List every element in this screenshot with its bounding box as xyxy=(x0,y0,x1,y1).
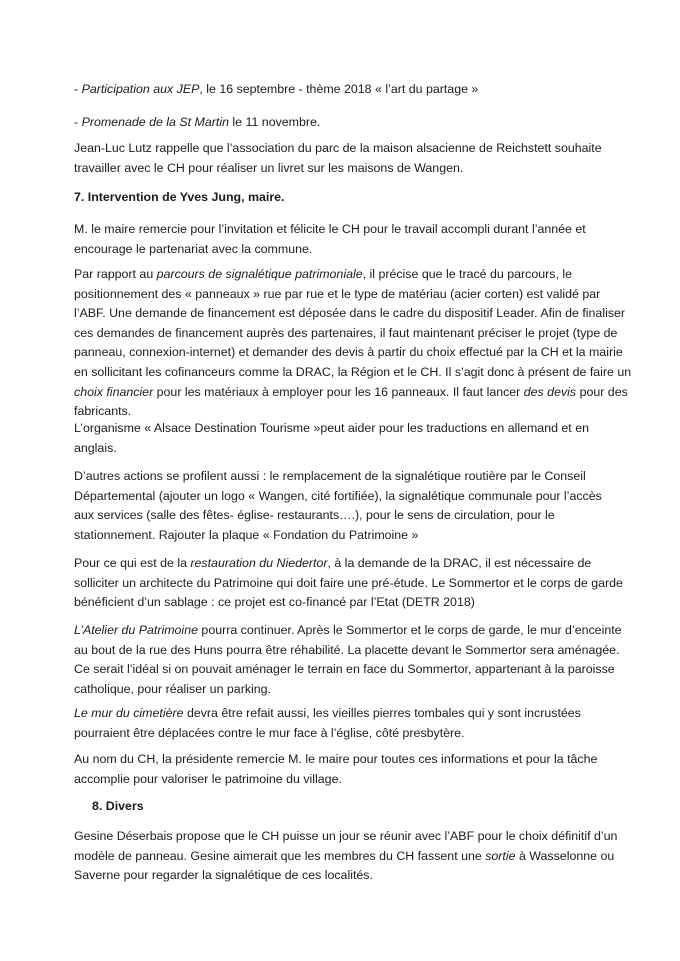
text-emphasis: sortie xyxy=(485,848,516,863)
text-line: ces demandes de financement auprès des partenaires, il faut maintenant préciser le projet (type de xyxy=(74,325,618,340)
text-span: pour les matériaux à employer pour les 16 panneaux. Il faut lancer xyxy=(153,384,524,399)
text-line: fabricants. xyxy=(74,404,132,419)
text-span: pour des xyxy=(576,384,628,399)
paragraph-autres-actions xyxy=(74,467,604,545)
text-line: Gesine Déserbais propose que le CH puisse un jour se réunir avec l’ABF pour le choix définitif d’un xyxy=(74,829,618,843)
paragraph-divers xyxy=(74,827,618,886)
text-line: M. le maire remercie pour l’invitation et félicite le CH pour le travail accompli durant l’année et xyxy=(74,222,586,236)
text-line: anglais. xyxy=(74,440,117,455)
section-heading-8: 8. Divers xyxy=(92,799,144,813)
paragraph-parcours xyxy=(74,265,632,422)
text-line: stationnement. Rajouter la plaque « Fondation du Patrimoine » xyxy=(74,527,419,542)
text-line: travailler avec le CH pour réaliser un livret sur les maisons de Wangen. xyxy=(74,160,464,175)
text-span: devra être refait aussi, les vieilles pierres tombales qui y sont incrustées xyxy=(183,706,581,720)
item-text: le 11 novembre. xyxy=(228,115,321,129)
text-line: solliciter un architecte du Patrimoine qui doit faire une pré-étude. Le Sommertor et le corps de garde xyxy=(74,575,623,590)
text-span: , il précise que le tracé du parcours, le xyxy=(362,267,572,281)
list-item-jep xyxy=(74,80,604,100)
text-emphasis: restauration du Niedertor xyxy=(190,556,328,570)
text-line: pourraient être déplacées contre le mur face à l’église, côté presbytère. xyxy=(74,725,465,740)
text-line: D’autres actions se profilent aussi : le remplacement de la signalétique routière par le Conseil xyxy=(74,469,586,483)
item-title: Participation aux JEP xyxy=(81,82,200,96)
text-line: encourage le partenariat avec la commune. xyxy=(74,241,313,256)
text-line: Au nom du CH, la présidente remercie M. le maire pour toutes ces informations et pour la tâche xyxy=(74,752,598,766)
text-line: aux services (salle des fêtes- église- restaurants….), pour le sens de circulation, pour le xyxy=(74,508,555,523)
paragraph-alsace-tourisme xyxy=(74,419,604,458)
section-heading-7: 7. Intervention de Yves Jung, maire. xyxy=(74,190,285,204)
text-line: accomplie pour valoriser le patrimoine du village. xyxy=(74,771,342,786)
text-line: bénéficient d’un sablage : ce projet est co-financé par l’Etat (DETR 2018) xyxy=(74,595,475,610)
item-dash: - xyxy=(74,115,82,129)
text-line: Ce serait l’idéal si on pouvait aménager le terrain en face du Sommertor, appartenant à la paroisse xyxy=(74,662,615,677)
text-span: modèle de panneau. Gesine aimerait que les membres du CH fassent une xyxy=(74,848,486,863)
paragraph-niedertor xyxy=(74,554,623,613)
text-span: Pour ce qui est de la xyxy=(74,556,191,570)
paragraph-maire xyxy=(74,220,604,259)
text-line: Saverne pour regarder la signalétique de ces localités. xyxy=(74,868,373,883)
paragraph-atelier xyxy=(74,621,622,699)
text-line: catholique, pour réaliser un parking. xyxy=(74,681,271,696)
text-line: Jean-Luc Lutz rappelle que l’association du parc de la maison alsacienne de Reichstett souhaite xyxy=(74,141,602,155)
text-emphasis: Le mur du cimetière xyxy=(74,706,184,720)
text-line: l’ABF. Une demande de financement est déposée dans le cadre du dispositif Leader. Afin de finaliser xyxy=(74,306,626,321)
item-dash: - xyxy=(74,82,82,96)
text-emphasis: des devis xyxy=(523,384,577,399)
text-span: Par rapport au xyxy=(74,267,157,281)
text-line: au bout de la rue des Huns pourra être réhabilité. La placette devant le Sommertor sera aménagée. xyxy=(74,642,620,657)
text-emphasis: choix financier xyxy=(74,384,154,399)
text-line: Départemental (ajouter un logo « Wangen, cité fortifiée), la signalétique communale pour l’accès xyxy=(74,488,602,503)
item-title: Promenade de la St Martin xyxy=(81,115,229,129)
text-span: à Wasselonne ou xyxy=(515,848,615,863)
text-span: pourra continuer. Après le Sommertor et le corps de garde, le mur d’enceinte xyxy=(197,623,622,637)
text-line: positionnement des « panneaux » rue par rue et le type de matériau (acier corten) est validé par xyxy=(74,286,601,301)
text-emphasis: parcours de signalétique patrimoniale xyxy=(156,267,363,281)
list-item-st-martin xyxy=(74,113,604,133)
paragraph-lutz xyxy=(74,139,604,178)
item-text: , le 16 septembre - thème 2018 « l’art du partage » xyxy=(199,82,479,96)
text-line: L’organisme « Alsace Destination Tourisme »peut aider pour les traductions en allemand et en xyxy=(74,421,589,435)
text-line: panneau, connexion-internet) et demander des devis à partir du choix effectué par la CH et la mairie xyxy=(74,345,623,360)
paragraph-presidente xyxy=(74,750,604,789)
text-emphasis: L’Atelier du Patrimoine xyxy=(74,623,198,637)
text-line: en sollicitant les cofinanceurs comme la DRAC, la Région et le CH. Il s’agit donc à présent de faire un xyxy=(74,364,632,379)
text-span: , à la demande de la DRAC, il est nécessaire de xyxy=(327,556,592,570)
paragraph-cimetiere xyxy=(74,704,604,743)
